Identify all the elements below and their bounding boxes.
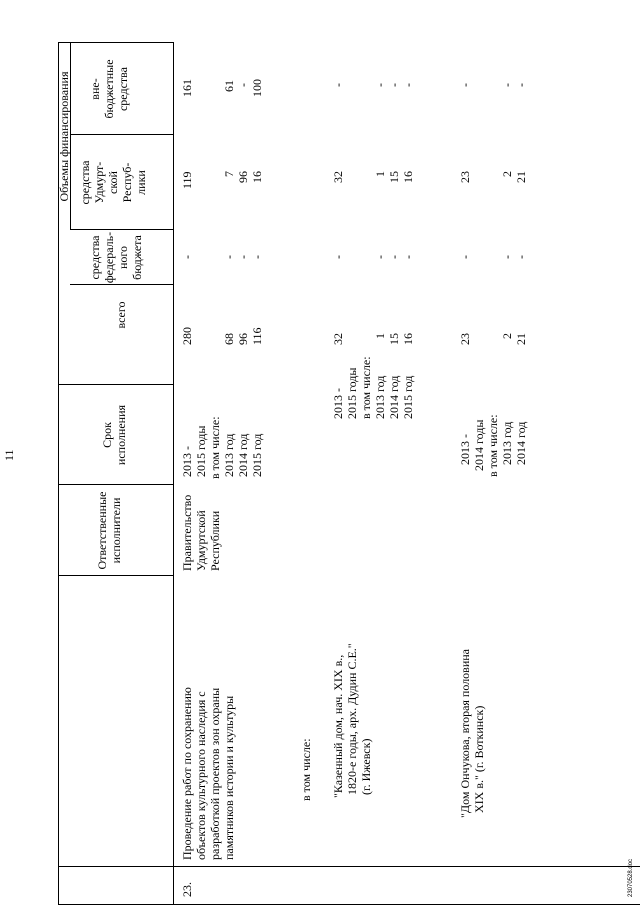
header-republic-3: ской (106, 171, 120, 194)
sub1-federal-3: - (387, 255, 401, 259)
row-term-3: в том числе: (208, 416, 222, 479)
sub1-name-1: "Казенный дом, нач. XIX в., (331, 654, 345, 798)
sub1-federal-4: - (401, 255, 415, 259)
row-term-1: 2013 - (180, 446, 194, 477)
including-label: в том числе: (299, 738, 313, 801)
sub2-total-3: 21 (514, 333, 528, 345)
row-republic-4: 16 (250, 171, 264, 183)
row-executors-3: Республики (208, 510, 222, 571)
sub1-federal-2: - (373, 255, 387, 259)
sub1-extra-1: - (331, 83, 345, 87)
sub1-term-3: в том числе: (359, 356, 373, 419)
row-republic-3: 96 (236, 171, 250, 183)
sub1-total-3: 15 (387, 333, 401, 345)
header-republic-5: лики (134, 170, 148, 195)
header-extra-2: бюджетные (102, 59, 116, 119)
sub1-republic-1: 32 (331, 171, 345, 183)
row-executors-1: Правительство (180, 494, 194, 571)
header-federal-3: ного (116, 245, 130, 270)
header-term-2: исполнения (114, 404, 128, 466)
sub1-federal-1: - (331, 255, 345, 259)
header-federal-4: бюджета (130, 235, 144, 280)
sub1-republic-4: 16 (401, 171, 415, 183)
header-extra-1: вне- (88, 78, 102, 100)
sub2-total-1: 23 (458, 333, 472, 345)
sub1-extra-4: - (401, 83, 415, 87)
sub1-total-1: 32 (331, 333, 345, 345)
sub1-name-3: (г. Ижевск) (359, 738, 373, 795)
sub2-federal-1: - (458, 255, 472, 259)
page-number: 11 (2, 449, 16, 461)
row-total-4: 116 (250, 327, 264, 345)
row-extra-2: 61 (222, 80, 236, 92)
sub2-name-1: "Дом Ончукова, вторая половина (458, 648, 472, 818)
header-republic-2: Удмурт- (92, 161, 106, 204)
header-federal-2: федераль- (102, 231, 116, 284)
header-term-1: Срок (100, 422, 114, 448)
row-name-2: объектов культурного наследия с (194, 691, 208, 860)
row-term-2: 2015 годы (194, 425, 208, 477)
sub2-extra-3: - (514, 83, 528, 87)
row-republic-1: 119 (180, 171, 194, 189)
sub1-extra-2: - (373, 83, 387, 87)
sub2-term-5: 2014 год (514, 421, 528, 465)
row-name-1: Проведение работ по сохранению (180, 687, 194, 860)
row-term-6: 2015 год (250, 433, 264, 477)
sub1-republic-2: 1 (373, 171, 387, 177)
row-federal-1: - (180, 255, 194, 259)
sub1-term-1: 2013 - (331, 388, 345, 419)
row-term-4: 2013 год (222, 433, 236, 477)
sub2-total-2: 2 (500, 333, 514, 339)
header-republic-4: Респуб- (120, 162, 134, 203)
sub2-term-1: 2013 - (458, 434, 472, 465)
sub1-name-2: 1820-е годы, арх. Дудин С.Е." (345, 643, 359, 795)
row-number: 23. (180, 882, 194, 897)
row-total-1: 280 (180, 327, 194, 345)
row-term-5: 2014 год (236, 433, 250, 477)
sub2-republic-1: 23 (458, 171, 472, 183)
footer-filename: 23070528.doc (628, 858, 634, 897)
header-executors-1: Ответственные (95, 491, 109, 570)
row-name-3: разработкой проектов зон охраны (208, 687, 222, 860)
row-executors-2: Удмуртской (194, 510, 208, 571)
sub1-term-6: 2015 год (401, 375, 415, 419)
row-federal-2: - (222, 255, 236, 259)
sub1-total-2: 1 (373, 333, 387, 339)
row-name-4: памятников истории и культуры (222, 695, 236, 860)
sub2-term-3: в том числе: (486, 414, 500, 477)
header-executors-2: исполнители (109, 497, 123, 564)
row-republic-2: 7 (222, 171, 236, 177)
header-funding-group: Объемы финансирования (57, 71, 71, 202)
row-total-2: 68 (222, 333, 236, 345)
row-total-3: 96 (236, 333, 250, 345)
row-federal-3: - (236, 255, 250, 259)
sub2-term-2: 2014 годы (472, 419, 486, 471)
sub1-total-4: 16 (401, 333, 415, 345)
header-federal-1: средства (88, 235, 102, 280)
header-total: всего (114, 301, 128, 329)
sub2-federal-2: - (500, 255, 514, 259)
sub1-term-5: 2014 год (387, 375, 401, 419)
sub2-extra-1: - (458, 83, 472, 87)
sub2-term-4: 2013 год (500, 421, 514, 465)
sub2-republic-3: 21 (514, 171, 528, 183)
sub2-republic-2: 2 (500, 171, 514, 177)
sub1-republic-3: 15 (387, 171, 401, 183)
sub2-name-2: XIX в." (г. Воткинск) (472, 705, 486, 813)
header-extra-3: средства (116, 67, 130, 112)
row-extra-4: 100 (250, 79, 264, 97)
row-extra-3: - (236, 83, 250, 87)
row-federal-4: - (250, 255, 264, 259)
header-republic-1: средства (78, 160, 92, 205)
row-extra-1: 161 (180, 79, 194, 97)
sub1-term-4: 2013 год (373, 375, 387, 419)
sub2-federal-3: - (514, 255, 528, 259)
sub2-extra-2: - (500, 83, 514, 87)
sub1-extra-3: - (387, 83, 401, 87)
sub1-term-2: 2015 годы (345, 367, 359, 419)
